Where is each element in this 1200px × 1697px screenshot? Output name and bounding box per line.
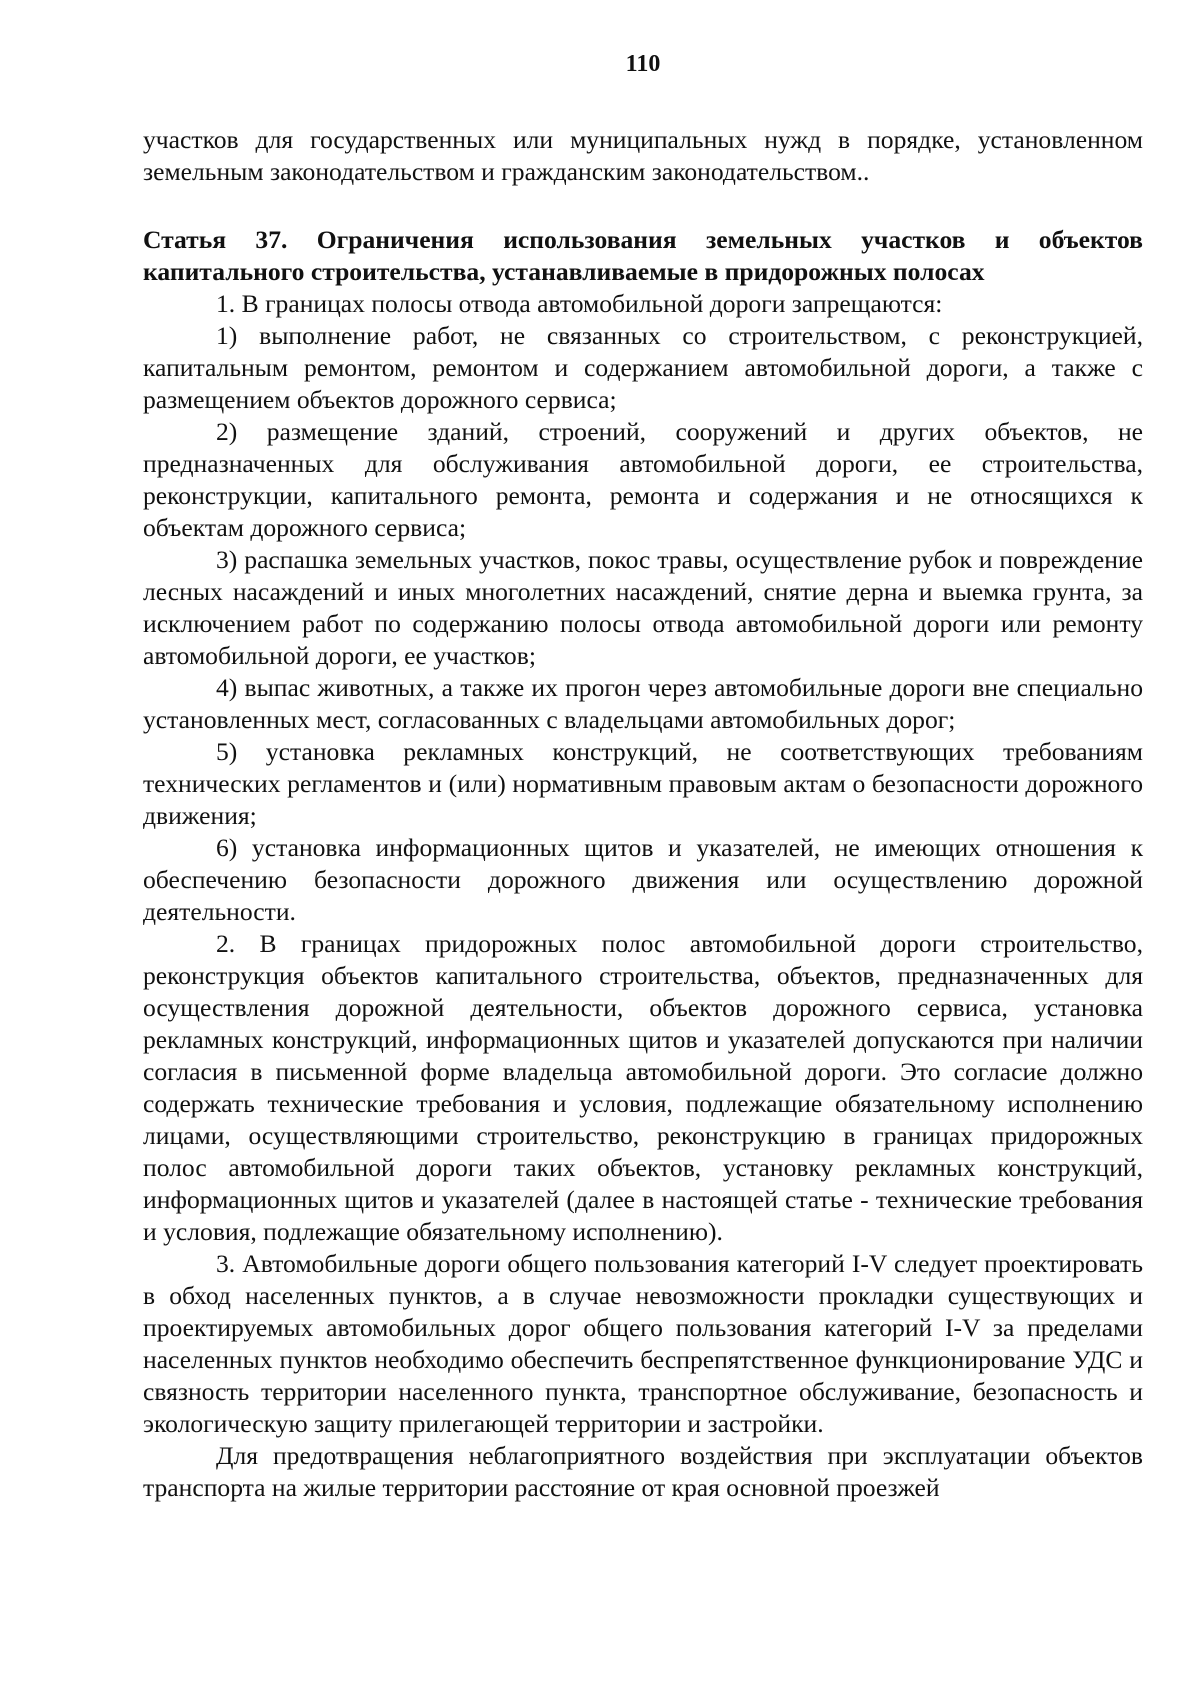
paragraph-1-item-4: 4) выпас животных, а также их прогон через автомобильные дороги вне специально установленных мест, согласованных с владельцами автомобильных дорог; [143, 673, 1143, 734]
article-title: Статья 37. Ограничения использования земельных участков и объектов капитального строительства, устанавливаемые в придорожных полосах [143, 225, 1143, 286]
paragraph-1-item-1: 1) выполнение работ, не связанных со строительством, с реконструкцией, капитальным ремонтом, ремонтом и содержанием автомобильной дороги, а также с размещением объектов дорожного сервиса; [143, 321, 1143, 414]
paragraph-1: 1. В границах полосы отвода автомобильной дороги запрещаются: [216, 289, 943, 318]
paragraph-3: 3. Автомобильные дороги общего пользования категорий I-V следует проектировать в обход населенных пунктов, а в случае невозможности прокладки существующих и проектируемых автомобильных дорог общего пользования категорий I-V за пределами населенных пунктов необходимо обеспечить беспрепятственное функционирование УДС и связность территории населенного пункта, транспортное обслуживание, безопасность и экологическую защиту прилегающей территории и застройки. [143, 1249, 1143, 1438]
paragraph-1-item-2: 2) размещение зданий, строений, сооружений и других объектов, не предназначенных для обслуживания автомобильной дороги, ее строительства, реконструкции, капитального ремонта, ремонта и содержания и не относящихся к объектам дорожного сервиса; [143, 417, 1143, 542]
document-page [143, 48, 1143, 1504]
paragraph-1-item-5: 5) установка рекламных конструкций, не соответствующих требованиям технических регламентов и (или) нормативным правовым актам о безопасности дорожного движения; [143, 737, 1143, 830]
paragraph-2: 2. В границах придорожных полос автомобильной дороги строительство, реконструкция объектов капитального строительства, объектов, предназначенных для осуществления дорожной деятельности, объектов дорожного сервиса, установка рекламных конструкций, информационных щитов и указателей допускаются при наличии согласия в письменной форме владельца автомобильной дороги. Это согласие должно содержать технические требования и условия, подлежащие обязательному исполнению лицами, осуществляющими строительство, реконструкцию в границах придорожных полос автомобильной дороги таких объектов, установку рекламных конструкций, информационных щитов и указателей (далее в настоящей статье - технические требования и условия, подлежащие обязательному исполнению). [143, 929, 1143, 1246]
section-spacer [143, 188, 1143, 224]
intro-continuation-paragraph: участков для государственных или муниципальных нужд в порядке, установленном земельным законодательством и гражданским законодательством.. [143, 125, 1143, 186]
paragraph-1-item-6: 6) установка информационных щитов и указателей, не имеющих отношения к обеспечению безопасности дорожного движения или осуществлению дорожной деятельности. [143, 833, 1143, 926]
paragraph-1-item-3: 3) распашка земельных участков, покос травы, осуществление рубок и повреждение лесных насаждений и иных многолетних насаждений, снятие дерна и выемка грунта, за исключением работ по содержанию полосы отвода автомобильной дороги или ремонту автомобильной дороги, ее участков; [143, 545, 1143, 670]
paragraph-transport-impact: Для предотвращения неблагоприятного воздействия при эксплуатации объектов транспорта на жилые территории расстояние от края основной проезжей [143, 1441, 1143, 1502]
page-number: 110 [625, 51, 661, 77]
